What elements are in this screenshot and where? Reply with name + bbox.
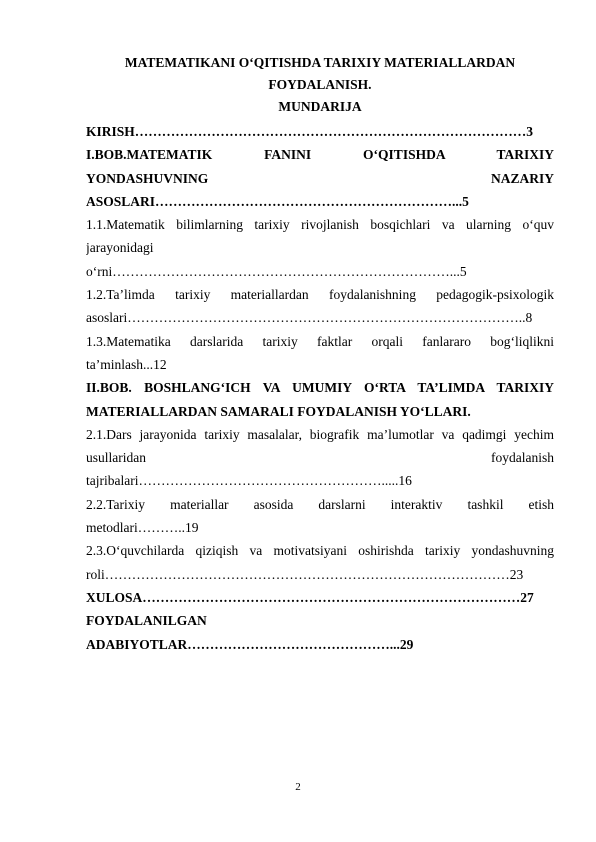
toc-line: roli………………………………………………………………………………23 — [86, 566, 524, 582]
toc-line: YONDASHUVNING NAZARIY — [86, 170, 554, 186]
toc-line: 2.1.Dars jarayonida tarixiy masalalar, biografik ma’lumotlar va qadimgi yechim — [86, 426, 554, 442]
toc-line: 2.2.Tarixiy materiallar asosida darslarni interaktiv tashkil etish — [86, 496, 554, 512]
toc-line: asoslari……………………………………………………………………………..8 — [86, 310, 533, 326]
toc-line: ASOSLARI…………………………………………………………...5 — [86, 193, 469, 209]
toc-line: ta’minlash...12 — [86, 356, 167, 372]
toc-line: 1.3.Matematika darslarida tarixiy faktlar orqali fanlararo bog‘liqlikni — [86, 333, 554, 349]
toc-line: metodlari………..19 — [86, 520, 199, 536]
document-title-line-1: MATEMATIKANI O‘QITISHDA TARIXIY MATERIALLARDAN — [124, 55, 516, 70]
toc-line: MATERIALLARDAN SAMARALI FOYDALANISH YO‘LLARI. — [86, 403, 471, 419]
toc-heading: MUNDARIJA — [278, 99, 362, 114]
toc-line: 1.2.Ta’limda tarixiy materiallardan foydalanishning pedagogik-psixologik — [86, 287, 554, 303]
toc-line: 2.3.O‘quvchilarda qiziqish va motivatsiyani oshirishda tarixiy yondashuvning — [86, 543, 554, 559]
toc-line: usullaridan foydalanish — [86, 450, 554, 466]
toc-line: tajribalari……………………………………………….....16 — [86, 473, 412, 489]
toc-line: o‘rni…………………………………………………………………...5 — [86, 263, 467, 279]
toc-line: jarayonidagi — [86, 240, 154, 256]
page-number: 2 — [295, 781, 301, 793]
toc-line: I.BOB.MATEMATIK FANINI O‘QITISHDA TARIXIY — [86, 147, 554, 163]
toc-line: KIRISH……………………………………………………………………………3 — [86, 124, 534, 139]
toc-line: XULOSA…………………………………………………………………………27 — [86, 589, 534, 605]
toc-line: ADABIYOTLAR………………………………………...29 — [86, 636, 414, 652]
toc-line: II.BOB. BOSHLANG‘ICH VA UMUMIY O‘RTA TA’LIMDA TARIXIY — [86, 380, 554, 396]
document-page — [86, 52, 554, 656]
toc-line: 1.1.Matematik bilimlarning tarixiy rivojlanish bosqichlari va ularning o‘quv — [86, 217, 554, 233]
document-title-line-2: FOYDALANISH. — [268, 77, 372, 92]
toc-line: FOYDALANILGAN — [86, 613, 207, 629]
table-of-contents — [86, 120, 554, 656]
